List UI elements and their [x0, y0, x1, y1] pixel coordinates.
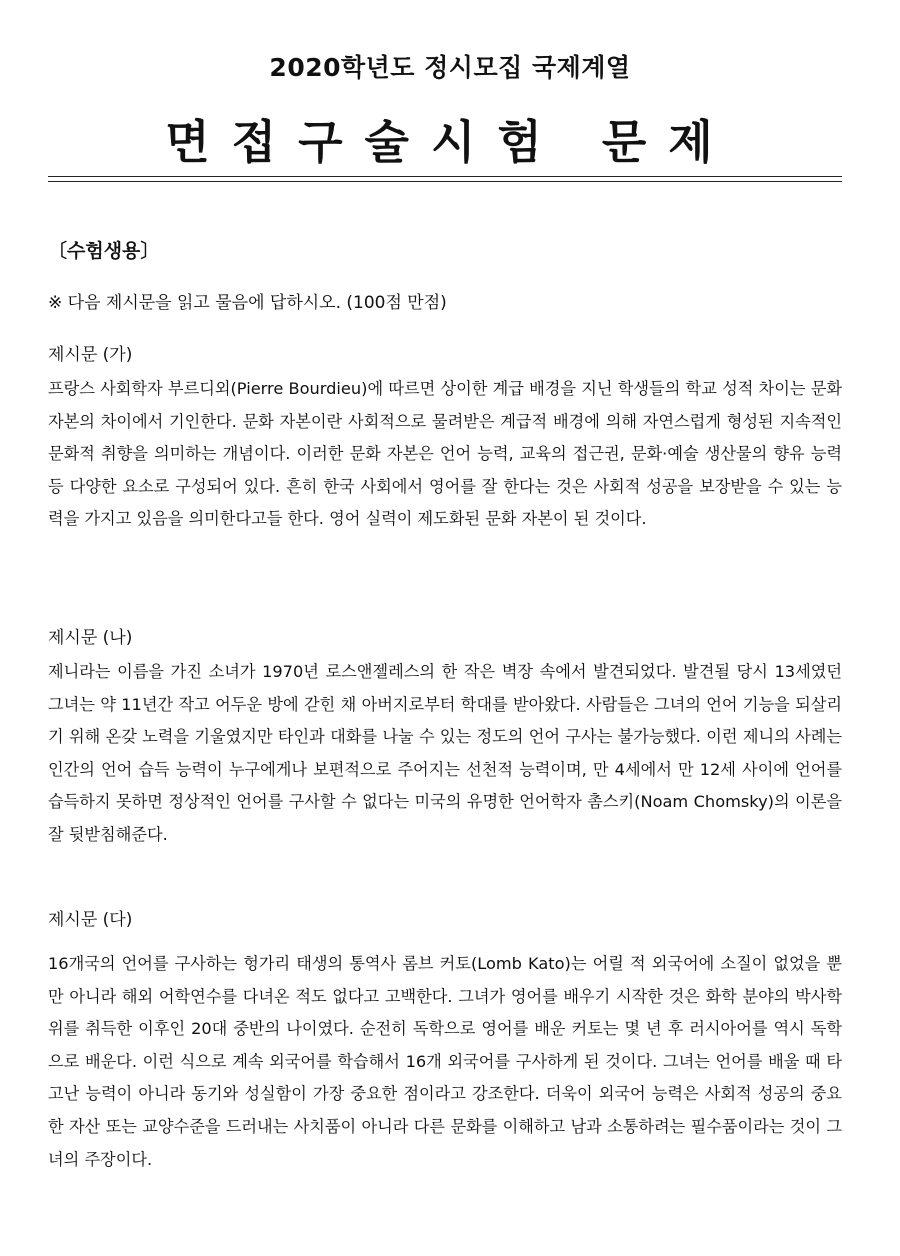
main-title: 면접구술시험 문제 [165, 115, 735, 169]
passage-title-na: 제시문 (나) [48, 628, 133, 648]
instruction-text: ※ 다음 제시문을 읽고 물음에 답하시오. (100점 만점) [48, 293, 447, 313]
passage-body-ga: 프랑스 사회학자 부르디외(Pierre Bourdieu)에 따르면 상이한 계급 배경을 지닌 학생들의 학교 성적 차이는 문화 자본의 차이에서 기인한다. 문화 자본이란 사회적으로 물려받은 계급적 배경에 의해 자연스럽게 형성된 지속적인 문화적 취향을 의미하는 개념이다. 이러한 문화 자본은 언어 능력, 교육의 접근권, 문화·예술 생산물의 향유 능력 등 다양한 요소로 구성되어 있다. 흔히 한국 사회에서 영어를 잘 한다는 것은 사회적 성공을 보장받을 수 있는 능력을 가지고 있음을 의미한다고들 한다. 영어 실력이 제도화된 문화 자본이 된 것이다. [48, 379, 842, 529]
section-label: 〔수험생용〕 [48, 240, 160, 262]
header-title: 2020학년도 정시모집 국제계열 [269, 53, 631, 82]
passage-body-na: 제니라는 이름을 가진 소녀가 1970년 로스앤젤레스의 한 작은 벽장 속에서 발견되었다. 발견될 당시 13세였던 그녀는 약 11년간 작고 어두운 방에 갇힌 채 아버지로부터 학대를 받아왔다. 사람들은 그녀의 언어 기능을 되살리기 위해 온갖 노력을 기울였지만 타인과 대화를 나눌 수 있는 정도의 언어 구사는 불가능했다. 이런 제니의 사례는 인간의 언어 습득 능력이 누구에게나 보편적으로 주어지는 선천적 능력이며, 만 4세에서 만 12세 사이에 언어를 습득하지 못하면 정상적인 언어를 구사할 수 없다는 미국의 유명한 언어학자 촘스키(Noam Chomsky)의 이론을 잘 뒷받침해준다. [48, 662, 842, 844]
passage-title-ga: 제시문 (가) [48, 345, 133, 365]
passage-body-da: 16개국의 언어를 구사하는 헝가리 태생의 통역사 롬브 커토(Lomb Kato)는 어릴 적 외국어에 소질이 없었을 뿐만 아니라 해외 어학연수를 다녀온 적도 없다고 고백한다. 그녀가 영어를 배우기 시작한 것은 화학 분야의 박사학위를 취득한 이후인 20대 중반의 나이였다. 순전히 독학으로 영어를 배운 커토는 몇 년 후 러시아어를 역시 독학으로 배운다. 이런 식으로 계속 외국어를 학습해서 16개 외국어를 구사하게 된 것이다. 그녀는 언어를 배울 때 타고난 능력이 아니라 동기와 성실함이 가장 중요한 점이라고 강조한다. 더욱이 외국어 능력은 사회적 성공의 중요한 자산 또는 교양수준을 드러내는 사치품이 아니라 다른 문화를 이해하고 남과 소통하려는 필수품이라는 것이 그녀의 주장이다. [48, 954, 842, 1169]
title-divider [48, 176, 842, 182]
passage-title-da: 제시문 (다) [48, 910, 133, 930]
